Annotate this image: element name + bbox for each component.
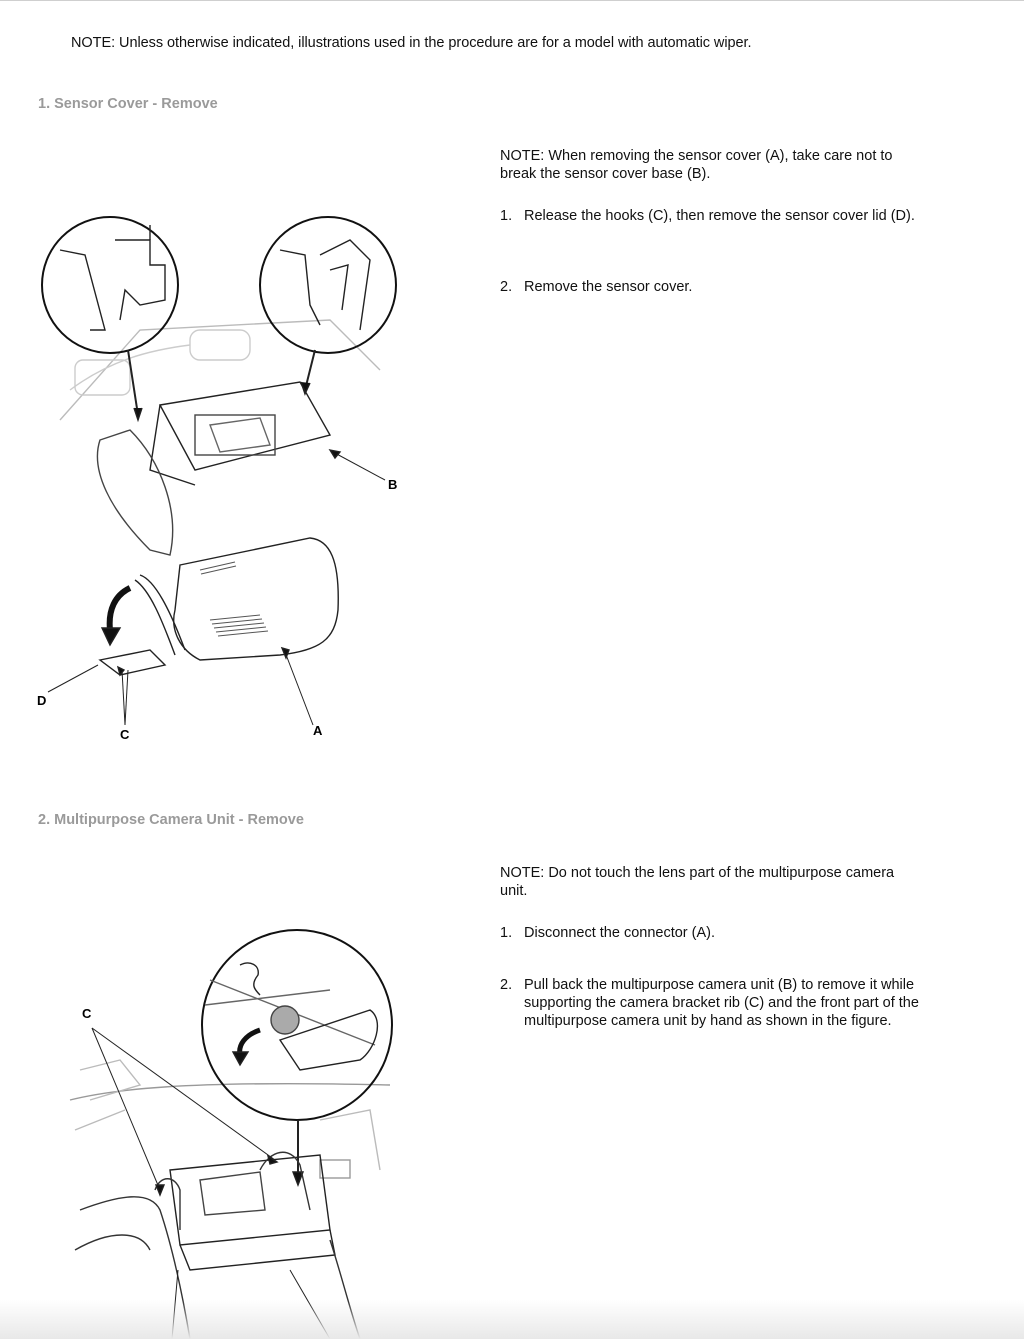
section-1-step-1: [500, 207, 920, 225]
section-title-sensor-cover: 1. Sensor Cover - Remove: [38, 96, 218, 112]
step-number: 1.: [500, 925, 513, 941]
step-text: Disconnect the connector (A).: [524, 925, 716, 941]
page-note: NOTE: Unless otherwise indicated, illustrations used in the procedure are for a model with automatic wiper.: [71, 35, 752, 51]
page-bottom-shadow: [0, 1300, 1024, 1339]
label-c: C: [82, 1006, 92, 1021]
step-text: Release the hooks (C), then remove the sensor cover lid (D).: [524, 208, 915, 224]
label-a: A: [313, 723, 323, 738]
step-number: 2.: [500, 279, 513, 295]
step-text: Remove the sensor cover.: [524, 279, 693, 295]
label-c: C: [120, 727, 130, 742]
step-number: 1.: [500, 208, 513, 224]
step-text: Pull back the multipurpose camera unit (B) to remove it while supporting the camera bracket rib (C) and the front part of the multipurpose camera unit by hand as shown in the figure.: [524, 977, 919, 1029]
step-number: 2.: [500, 977, 513, 993]
label-b: B: [388, 477, 398, 492]
section-1-step-2: [500, 278, 920, 296]
sensor-cover-illustration: [30, 210, 420, 750]
section-2-step-1: [500, 924, 920, 942]
camera-unit-illustration: [30, 910, 400, 1339]
top-border: [0, 0, 1024, 1]
section-title-camera-unit: 2. Multipurpose Camera Unit - Remove: [38, 812, 304, 828]
label-d: D: [37, 693, 47, 708]
section-2-note: NOTE: Do not touch the lens part of the multipurpose camera unit.: [500, 865, 895, 899]
section-1-note: NOTE: When removing the sensor cover (A), take care not to break the sensor cover base (B).: [500, 148, 893, 182]
section-2-step-2: [500, 976, 920, 1030]
